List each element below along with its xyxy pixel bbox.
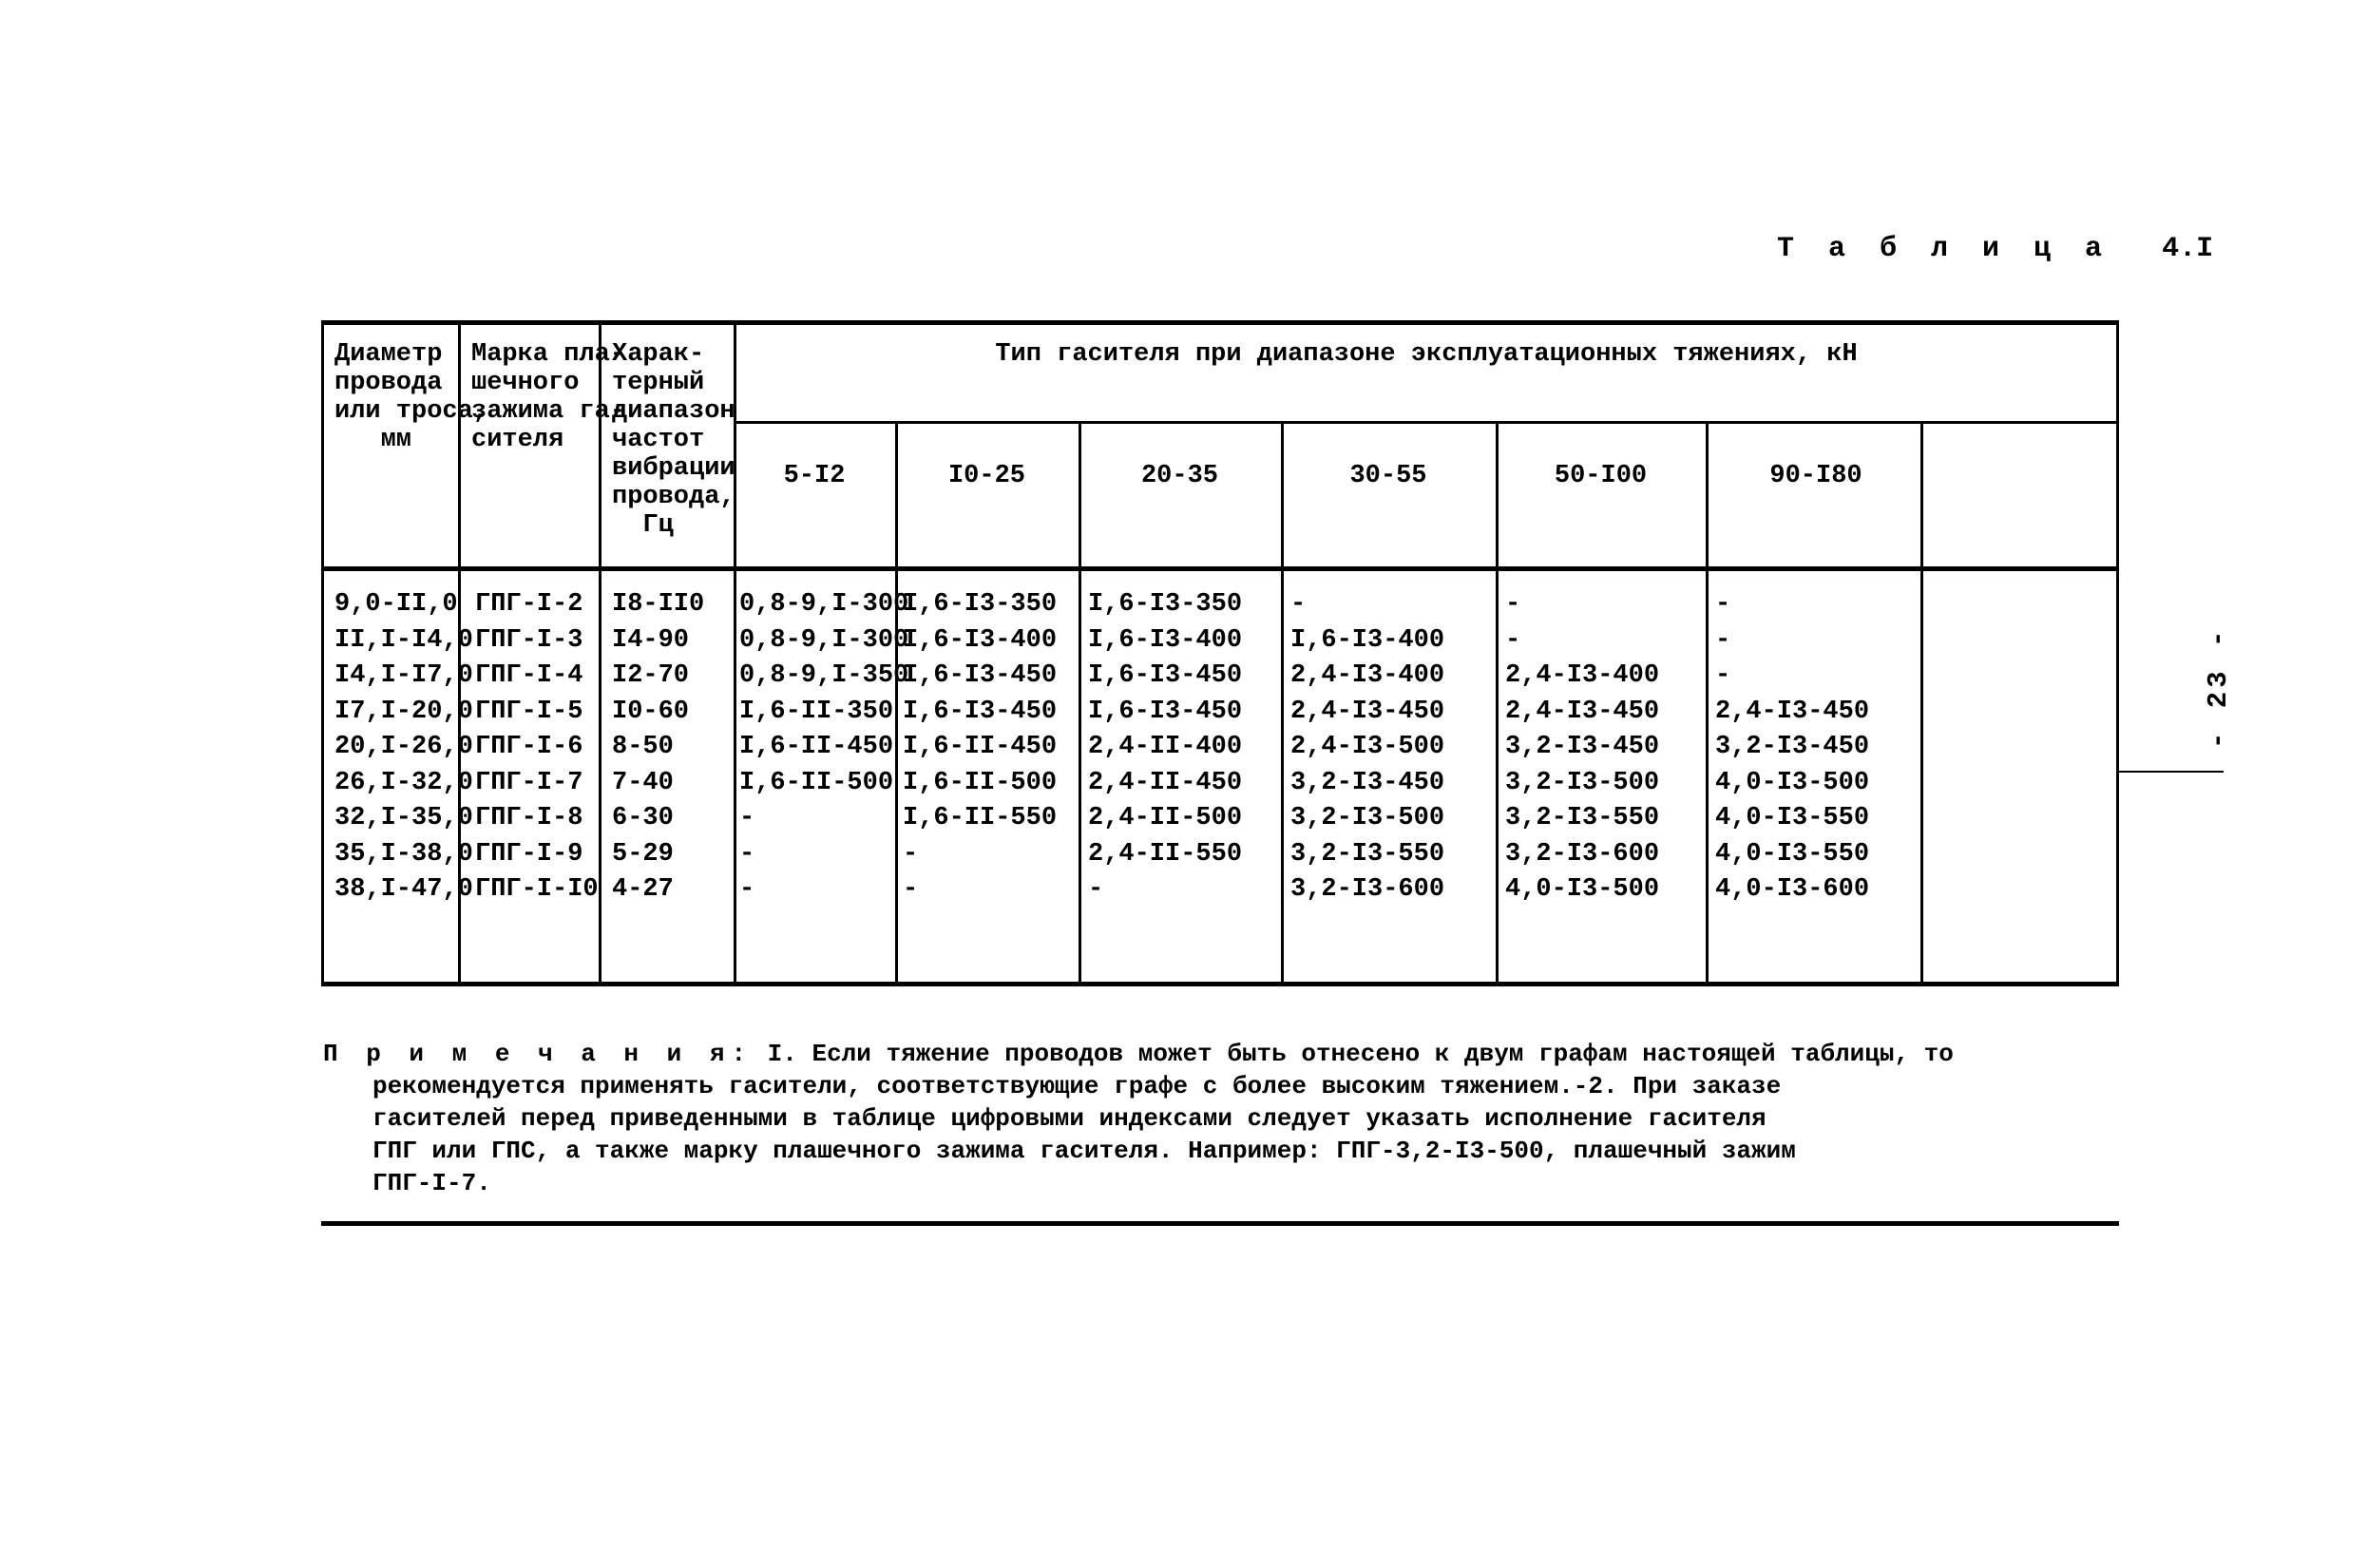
table-caption [1777,235,2213,263]
table-cell: 3,2-I3-450 [1505,733,1660,761]
header-col-clamp [471,340,625,454]
notes-lead-label: П р и м е ч а н и я: [323,1040,754,1068]
table-cell: 3,2-I3-500 [1505,768,1660,797]
table-cell: 2,4-II-500 [1088,804,1243,832]
header-col-frequency-l4: частот [612,426,705,454]
column-tension-30-55-values [1290,587,1444,908]
header-col-frequency-l2: терный [612,369,705,397]
column-tension-5-12-values [739,587,908,908]
notes-line-2: рекомендуется применять гасители, соответствующие графе с более высоким тяжением.-2. При заказе [372,1072,1782,1100]
header-col-frequency [612,340,735,540]
table-cell: I,6-II-450 [739,733,894,761]
notes-line-1 [323,1038,2129,1070]
table-cell: - [739,804,755,832]
table-cell: 2,4-I3-450 [1290,697,1445,726]
table-divider-left-edge [321,320,324,984]
table-cell: 3,2-I3-600 [1290,875,1445,904]
table-cell: I,6-I3-350 [1088,590,1243,619]
table-cell: ГПГ-I-6 [475,733,583,761]
table-cell: I,6-I3-400 [1088,625,1243,655]
table-cell: II,I-I4,0 [334,625,473,655]
column-tension-50-100-values [1505,587,1659,908]
table-cell: ГПГ-I-I0 [475,875,599,904]
table-cell: I8-II0 [612,590,705,619]
table-cell: 4,0-I3-500 [1505,875,1660,904]
table-cell: I,6-I3-450 [1088,697,1243,726]
table-cell: 3,2-I3-600 [1505,839,1660,869]
column-tension-10-25-values [903,587,1057,908]
header-col-diameter-l4: мм [334,426,412,454]
table-cell: 3,2-I3-500 [1290,804,1445,832]
table-divider-col9-col10 [1920,421,1923,984]
table-cell: - [903,839,919,869]
column-clamp-values [475,587,599,908]
table-cell: I4-90 [612,625,690,655]
table-cell: 20,I-26,0 [334,733,473,761]
table-cell: 3,2-I3-550 [1290,839,1445,869]
table-cell: 6-30 [612,804,674,832]
table-cell: 0,8-9,I-350 [739,661,909,690]
table-divider-col5-col6 [1079,421,1081,984]
table-span-header-rule [734,421,2119,424]
table-cell: - [1290,590,1307,619]
header-col-frequency-l7: Гц [612,511,674,540]
table-cell: 2,4-I3-400 [1290,661,1445,690]
table-cell: ГПГ-I-5 [475,697,583,726]
table-cell: I,6-II-350 [739,697,894,726]
header-col-frequency-l1: Харак- [612,340,705,369]
table-cell: ГПГ-I-7 [475,768,583,797]
table-cell: 35,I-38,0 [334,839,473,869]
page-number-text: - 23 - [2203,626,2234,749]
table-cell: - [739,875,755,904]
table-cell: 2,4-II-550 [1088,839,1243,869]
table-cell: I2-70 [612,661,690,690]
table-cell: ГПГ-I-8 [475,804,583,832]
table-cell: - [1715,661,1731,690]
table-cell: - [1505,625,1521,655]
table-cell: I,6-II-500 [739,768,894,797]
table-cell: 4,0-I3-600 [1715,875,1870,904]
table-cell: 4,0-I3-500 [1715,768,1870,797]
table-cell: I,6-I3-450 [903,697,1058,726]
table-cell: 7-40 [612,768,674,797]
header-col-clamp-l4: сителя [471,426,564,454]
subheader-tension-5-12: 5-I2 [783,462,846,490]
table-bottom-rule [321,982,2119,986]
table-cell: 4-27 [612,875,674,904]
header-col-frequency-l3: диапазон [612,397,735,426]
table-caption-label: Т а б л и ц а [1777,233,2111,265]
header-col-clamp-l1: Марка пла- [471,340,626,369]
header-col-diameter [334,340,488,454]
subheader-tension-30-55: 30-55 [1349,462,1427,490]
notes-line-3: гасителей перед приведенными в таблице цифровыми индексами следует указать исполнение гасителя [372,1104,1766,1133]
table-cell: I0-60 [612,697,690,726]
notes-line-4: ГПГ или ГПС, а также марку плашечного зажима гасителя. Например: ГПГ-3,2-I3-500, плашечный зажим [372,1137,1796,1165]
subheader-tension-20-35: 20-35 [1140,462,1218,490]
header-col-frequency-l6: провода, [612,483,735,511]
table-cell: ГПГ-I-2 [475,590,583,619]
table-cell: - [903,875,919,904]
table-cell: 2,4-I3-450 [1505,697,1660,726]
table-cell: 3,2-I3-450 [1715,733,1870,761]
column-diameter-values [334,587,473,908]
table-cell: I,6-I3-450 [903,661,1058,690]
table-caption-number: 4.I [2162,233,2214,265]
table-cell: - [1715,625,1731,655]
header-col-frequency-l5: вибрации [612,454,735,483]
table-cell: - [739,839,755,869]
header-span-tension: Тип гасителя при диапазоне эксплуатационных тяжениях, кН [995,340,1858,369]
table-cell: 26,I-32,0 [334,768,473,797]
table-cell: 3,2-I3-450 [1290,768,1445,797]
table-divider-col8-col9 [1706,421,1709,984]
notes-bottom-rule [321,1221,2119,1226]
table-cell: 4,0-I3-550 [1715,804,1870,832]
table-cell: 8-50 [612,733,674,761]
table-cell: 38,I-47,0 [334,875,473,904]
table-cell: I,6-I3-400 [1290,625,1445,655]
table-cell: - [1088,875,1104,904]
header-col-clamp-l2: шечного [471,369,580,397]
table-divider-col7-col8 [1496,421,1499,984]
table-cell: 32,I-35,0 [334,804,473,832]
header-col-diameter-l1: Диаметр [334,340,443,369]
table-cell: - [1715,590,1731,619]
table-cell: I7,I-20,0 [334,697,473,726]
table-cell: I,6-I3-400 [903,625,1058,655]
header-col-diameter-l3: или троса, [334,397,489,426]
table-cell: I4,I-I7,0 [334,661,473,690]
table-cell: I,6-I3-350 [903,590,1058,619]
notes-line-1-text: I. Если тяжение проводов может быть отнесено к двум графам настоящей таблицы, то [753,1040,1954,1068]
table-cell: 5-29 [612,839,674,869]
header-col-diameter-l2: провода [334,369,443,397]
table-notes [323,1038,2129,1199]
table-cell: 9,0-II,0 [334,590,458,619]
table-top-rule [321,320,2119,325]
table-cell: 0,8-9,I-300 [739,625,909,655]
subheader-tension-10-25: I0-25 [947,462,1025,490]
table-cell: 2,4-II-400 [1088,733,1243,761]
header-col-clamp-l3: зажима га- [471,397,626,426]
table-cell: I,6-II-550 [903,804,1058,832]
table-cell: I,6-I3-450 [1088,661,1243,690]
column-frequency-values [612,587,704,908]
table-cell: I,6-II-500 [903,768,1058,797]
column-tension-90-180-values [1715,587,1869,908]
page-number [2203,626,2317,825]
table-cell: 3,2-I3-550 [1505,804,1660,832]
subheader-tension-90-180: 90-I80 [1769,462,1862,490]
table-cell: I,6-II-450 [903,733,1058,761]
table-header-body-rule [321,566,2119,571]
table-cell: 2,4-II-450 [1088,768,1243,797]
table-divider-col6-col7 [1281,421,1284,984]
table-cell: 0,8-9,I-300 [739,590,909,619]
table-cell: 2,4-I3-400 [1505,661,1660,690]
table-cell: 2,4-I3-450 [1715,697,1870,726]
table-divider-right-edge [2116,320,2119,984]
notes-line-5: ГПГ-I-7. [372,1169,491,1197]
table-cell: 4,0-I3-550 [1715,839,1870,869]
table-cell: ГПГ-I-3 [475,625,583,655]
table-cell: 2,4-I3-500 [1290,733,1445,761]
table-cell: ГПГ-I-9 [475,839,583,869]
column-tension-20-35-values [1088,587,1242,908]
subheader-tension-50-100: 50-I00 [1554,462,1648,490]
table-cell: - [1505,590,1521,619]
table-cell: ГПГ-I-4 [475,661,583,690]
